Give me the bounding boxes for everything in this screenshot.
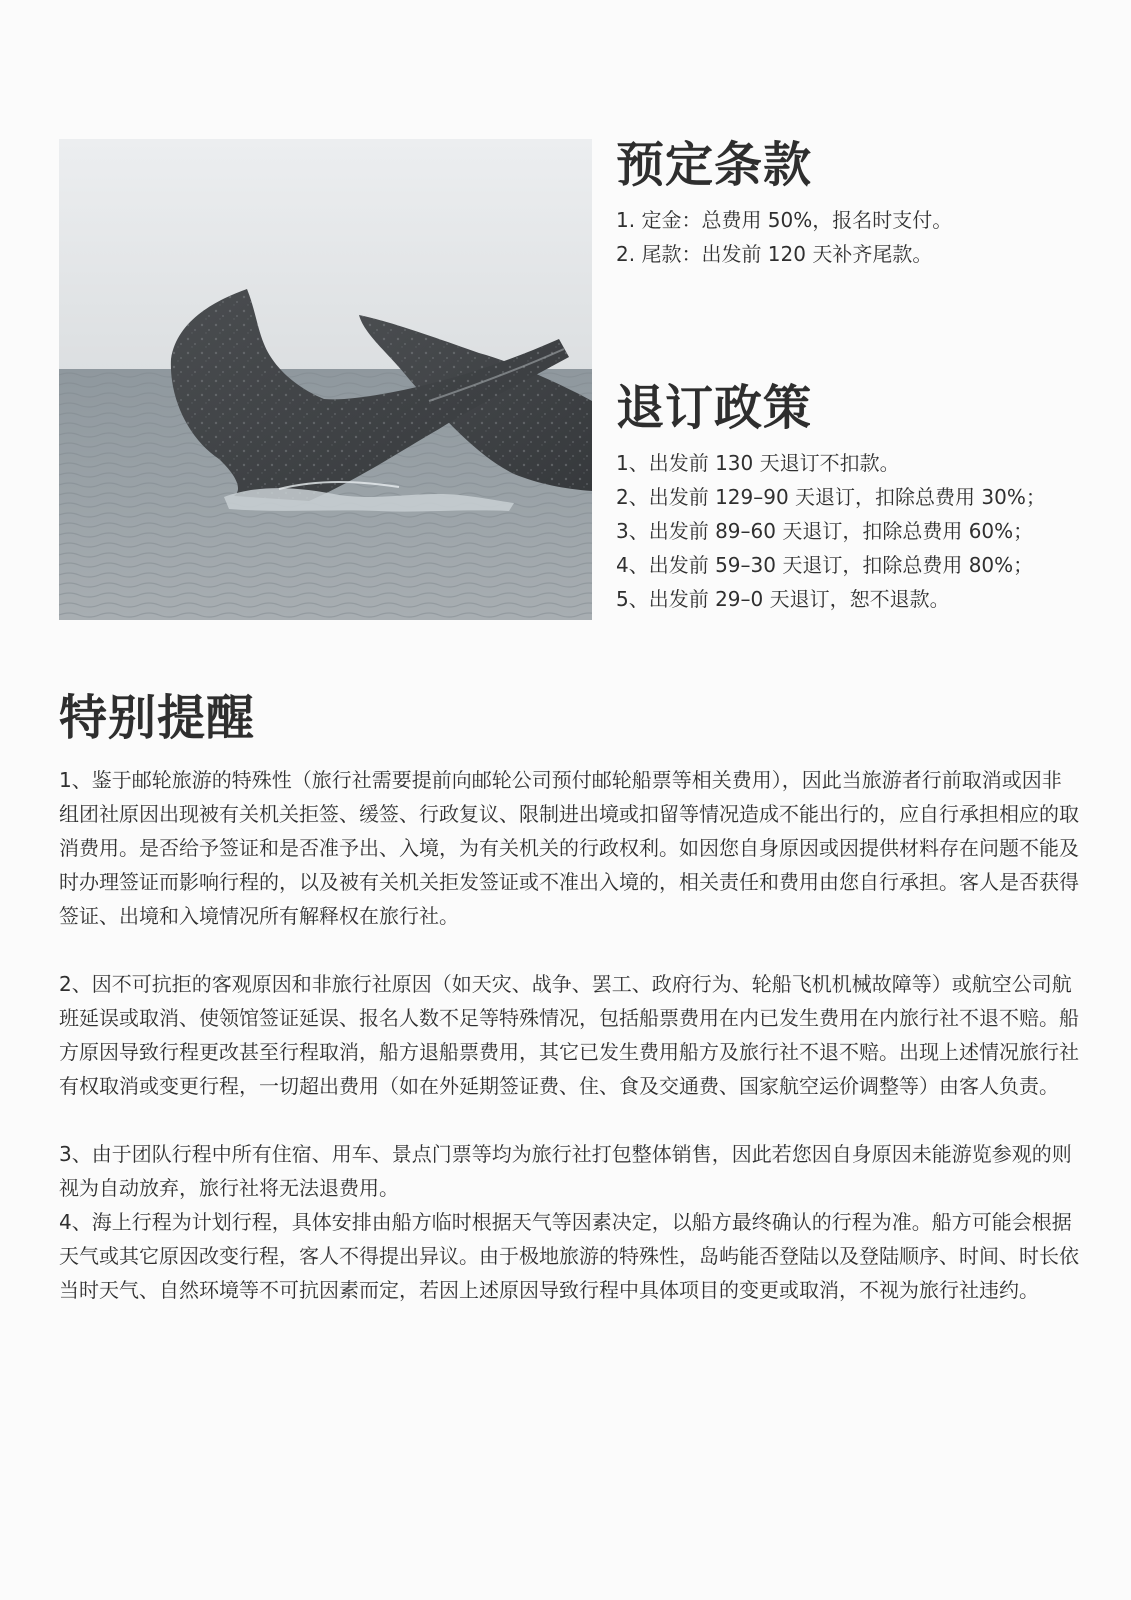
special-notice-body	[59, 763, 1079, 1307]
refund-policy-list	[616, 446, 1046, 616]
list-item: 2、出发前 129–90 天退订，扣除总费用 30%；	[616, 485, 1046, 509]
list-item: 1、出发前 130 天退订不扣款。	[616, 451, 900, 475]
notice-paragraph-1: 1、鉴于邮轮旅游的特殊性（旅行社需要提前向邮轮公司预付邮轮船票等相关费用），因此当旅游者行前取消或因非组团社原因出现被有关机关拒签、缓签、行政复议、限制进出境或扣留等情况造成不能出行的，应自行承担相应的取消费用。是否给予签证和是否准予出、入境，为有关机关的行政权利。如因您自身原因或因提供材料存在问题不能及时办理签证而影响行程的，以及被有关机关拒发签证或不准出入境的，相关责任和费用由您自行承担。客人是否获得签证、出境和入境情况所有解释权在旅行社。	[59, 768, 1079, 928]
list-item: 5、出发前 29–0 天退订，恕不退款。	[616, 587, 950, 611]
notice-paragraph-2: 2、因不可抗拒的客观原因和非旅行社原因（如天灾、战争、罢工、政府行为、轮船飞机机械故障等）或航空公司航班延误或取消、使领馆签证延误、报名人数不足等特殊情况，包括船票费用在内已发生费用在内旅行社不退不赔。船方原因导致行程更改甚至行程取消，船方退船票费用，其它已发生费用船方及旅行社不退不赔。出现上述情况旅行社有权取消或变更行程，一切超出费用（如在外延期签证费、住、食及交通费、国家航空运价调整等）由客人负责。	[59, 972, 1079, 1098]
notice-paragraph-4: 4、海上行程为计划行程，具体安排由船方临时根据天气等因素决定，以船方最终确认的行程为准。船方可能会根据天气或其它原因改变行程，客人不得提出异议。由于极地旅游的特殊性，岛屿能否登陆以及登陆顺序、时间、时长依当时天气、自然环境等不可抗因素而定，若因上述原因导致行程中具体项目的变更或取消，不视为旅行社违约。	[59, 1210, 1079, 1302]
whale-tail-photo	[59, 139, 592, 620]
booking-terms-title: 预定条款	[616, 137, 813, 193]
special-notice-title: 特别提醒	[59, 690, 256, 746]
refund-policy-title: 退订政策	[616, 380, 813, 436]
whale-tail-illustration	[59, 139, 592, 620]
booking-terms-list	[616, 203, 952, 271]
list-item: 4、出发前 59–30 天退订，扣除总费用 80%；	[616, 553, 1034, 577]
list-item: 3、出发前 89–60 天退订，扣除总费用 60%；	[616, 519, 1034, 543]
list-item: 1. 定金：总费用 50%，报名时支付。	[616, 208, 953, 232]
notice-paragraph-3: 3、由于团队行程中所有住宿、用车、景点门票等均为旅行社打包整体销售，因此若您因自身原因未能游览参观的则视为自动放弃，旅行社将无法退费用。	[59, 1142, 1072, 1200]
list-item: 2. 尾款：出发前 120 天补齐尾款。	[616, 242, 933, 266]
